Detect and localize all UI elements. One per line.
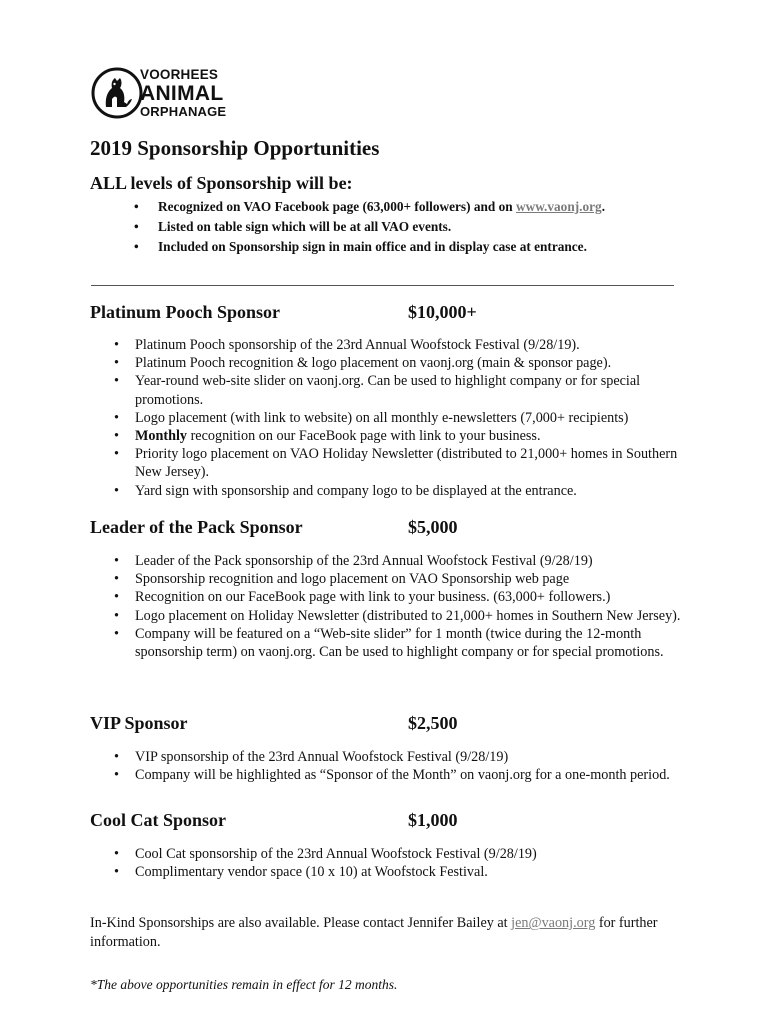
tier-item: • Platinum Pooch recognition & logo placement on vaonj.org (main & sponsor page). bbox=[90, 354, 690, 372]
tier-item: • Logo placement on Holiday Newsletter (distributed to 21,000+ homes in Southern New Jersey). bbox=[90, 607, 690, 625]
tier-price: $2,500 bbox=[408, 713, 458, 733]
all-levels-heading: ALL levels of Sponsorship will be: bbox=[90, 173, 353, 193]
tier-list-platinum bbox=[90, 336, 690, 500]
tier-price: $1,000 bbox=[408, 810, 458, 830]
inkind-text-suffix: for further information. bbox=[90, 915, 658, 951]
tier-list-vip bbox=[90, 748, 690, 784]
tier-item: • Priority logo placement on VAO Holiday Newsletter (distributed to 21,000+ homes in Southern New Jersey). bbox=[90, 445, 690, 481]
tier-item bbox=[90, 427, 690, 445]
logo-line-3: ORPHANAGE bbox=[140, 103, 227, 119]
tier-name: VIP Sponsor bbox=[90, 713, 188, 733]
tier-item: • Recognition on our FaceBook page with link to your business. (63,000+ followers.) bbox=[90, 588, 690, 606]
logo-wordmark bbox=[140, 68, 226, 118]
tier-heading-coolcat bbox=[90, 810, 690, 834]
logo-line-2: ANIMAL bbox=[140, 81, 224, 105]
tier-item: • Year-round web-site slider on vaonj.org. Can be used to highlight company or for special promotions. bbox=[90, 372, 690, 408]
tier-item: • Sponsorship recognition and logo placement on VAO Sponsorship web page bbox=[90, 570, 690, 588]
tier-item: • Company will be highlighted as “Sponsor of the Month” on vaonj.org for a one-month period. bbox=[90, 766, 690, 784]
all-levels-item-suffix: . bbox=[601, 199, 606, 214]
divider bbox=[91, 285, 674, 286]
tier-item-emphasis: Monthly bbox=[135, 428, 188, 445]
email-link[interactable]: jen@vaonj.org bbox=[511, 915, 596, 932]
all-levels-item-text: Recognized on VAO Facebook page (63,000+ followers) and on bbox=[158, 199, 516, 214]
vao-logo bbox=[90, 66, 230, 120]
tier-item: • Complimentary vendor space (10 x 10) at Woofstock Festival. bbox=[90, 863, 690, 881]
tier-name: Cool Cat Sponsor bbox=[90, 810, 227, 830]
footnote: *The above opportunities remain in effect for 12 months. bbox=[90, 977, 398, 992]
logo-line-1: VOORHEES bbox=[140, 67, 219, 82]
all-levels-item bbox=[112, 197, 692, 217]
inkind-text: In-Kind Sponsorships are also available. Please contact Jennifer Bailey at bbox=[90, 915, 512, 932]
tier-item-text: recognition on our FaceBook page with link to your business. bbox=[187, 428, 541, 445]
all-levels-item: • Listed on table sign which will be at all VAO events. bbox=[112, 217, 692, 237]
tier-heading-platinum bbox=[90, 302, 690, 326]
tier-item: • Company will be featured on a “Web-site slider” for 1 month (twice during the 12-month sponsorship term) on vaonj.org. Can be used to highlight company or for special promotions. bbox=[90, 625, 690, 661]
tier-price: $5,000 bbox=[408, 517, 458, 537]
tier-item: • Logo placement (with link to website) on all monthly e-newsletters (7,000+ recipients) bbox=[90, 409, 690, 427]
website-link[interactable]: www.vaonj.org bbox=[515, 199, 602, 214]
inkind-note bbox=[90, 914, 696, 952]
all-levels-list bbox=[112, 197, 692, 257]
tier-heading-leader bbox=[90, 517, 690, 541]
tier-list-leader bbox=[90, 552, 690, 661]
tier-item: • Yard sign with sponsorship and company logo to be displayed at the entrance. bbox=[90, 482, 690, 500]
tier-item: • VIP sponsorship of the 23rd Annual Woofstock Festival (9/28/19) bbox=[90, 748, 690, 766]
page-title: 2019 Sponsorship Opportunities bbox=[90, 136, 380, 160]
tier-heading-vip bbox=[90, 713, 690, 737]
tier-item: • Leader of the Pack sponsorship of the 23rd Annual Woofstock Festival (9/28/19) bbox=[90, 552, 690, 570]
tier-name: Leader of the Pack Sponsor bbox=[90, 517, 303, 537]
tier-item: • Platinum Pooch sponsorship of the 23rd Annual Woofstock Festival (9/28/19). bbox=[90, 336, 690, 354]
tier-name: Platinum Pooch Sponsor bbox=[90, 302, 281, 322]
all-levels-item: • Included on Sponsorship sign in main office and in display case at entrance. bbox=[112, 237, 692, 257]
tier-item: • Cool Cat sponsorship of the 23rd Annual Woofstock Festival (9/28/19) bbox=[90, 845, 690, 863]
tier-price: $10,000+ bbox=[408, 302, 477, 322]
tier-list-coolcat bbox=[90, 845, 690, 881]
dog-cat-logo-icon bbox=[90, 66, 144, 120]
